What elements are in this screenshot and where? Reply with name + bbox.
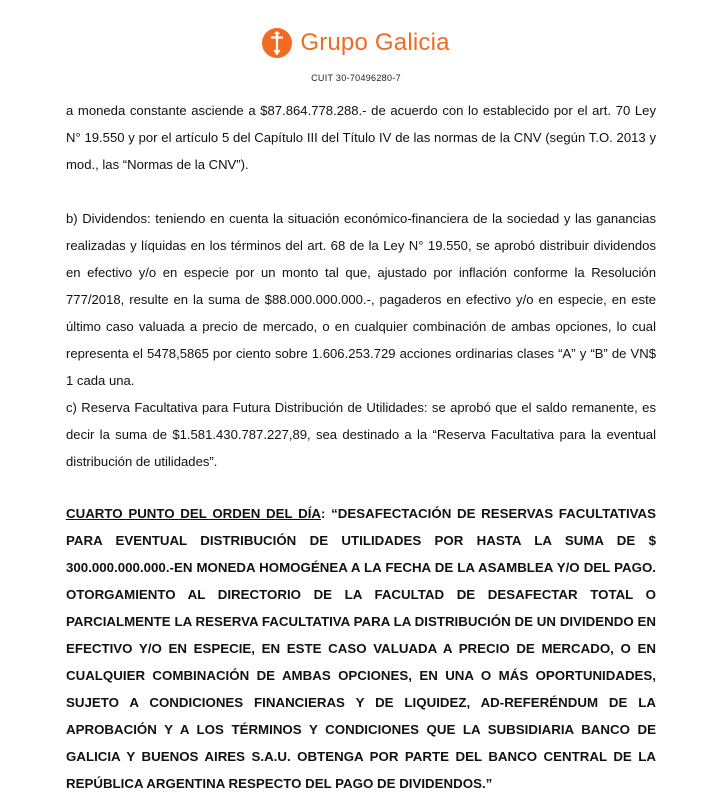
- brand-name: Grupo Galicia: [300, 29, 450, 56]
- paragraph-text: b) Dividendos: teniendo en cuenta la situación económico-financiera de la sociedad y las ganancias realizadas y líquidas en los términos del art. 68 de la Ley N° 19.550, se aprobó distribuir dividendos en efectivo y/o en especie por un monto tal que, ajustado por inflación conforme la Resolución 777/2018, resulte en la suma de $88.000.000.000.-, pagaderos en efectivo y/o en especie, en este último caso valuada a precio de mercado, o en cualquier combinación de ambas opciones, lo cual representa el 5478,5865 por ciento sobre 1.606.253.729 acciones ordinarias clases “A” y “B” de VN$ 1 cada una.: [66, 211, 656, 388]
- cuarto-punto-section: [66, 500, 656, 797]
- galicia-cross-icon: [262, 28, 292, 58]
- cuarto-punto-text: [66, 500, 656, 797]
- cuarto-punto-body: “DESAFECTACIÓN DE RESERVAS FACULTATIVAS PARA EVENTUAL DISTRIBUCIÓN DE UTILIDADES POR HASTA LA SUMA DE $ 300.000.000.000.-EN MONEDA HOMOGÉNEA A LA FECHA DE LA ASAMBLEA Y/O DEL PAGO. OTORGAMIENTO AL DIRECTORIO DE LA FACULTAD DE DESAFECTAR TOTAL O PARCIALMENTE LA RESERVA FACULTATIVA PARA LA DISTRIBUCIÓN DE UN DIVIDENDO EN EFECTIVO Y/O EN ESPECIE, EN ESTE CASO VALUADA A PRECIO DE MERCADO, O EN CUALQUIER COMBINACIÓN DE AMBAS OPCIONES, EN UNA O MÁS OPORTUNIDADES, SUJETO A CONDICIONES FINANCIERAS Y DE LIQUIDEZ, AD-REFERÉNDUM DE LA APROBACIÓN Y A LOS TÉRMINOS Y CONDICIONES QUE LA SUBSIDIARIA BANCO DE GALICIA Y BUENOS AIRES S.A.U. OBTENGA POR PARTE DEL BANCO CENTRAL DE LA REPÚBLICA ARGENTINA RESPECTO DEL PAGO DE DIVIDENDOS.”: [66, 506, 656, 791]
- paragraph-text: a moneda constante asciende a $87.864.778.288.- de acuerdo con lo establecido por el art. 70 Ley N° 19.550 y por el artículo 5 del Capítulo III del Título IV de las normas de la CNV (según T.O. 2013 y mod., las “Normas de la CNV”).: [66, 103, 656, 172]
- letterhead: [0, 28, 712, 58]
- heading-separator: :: [321, 506, 332, 521]
- paragraph-text: c) Reserva Facultativa para Futura Distribución de Utilidades: se aprobó que el saldo remanente, es decir la suma de $1.581.430.787.227,89, sea destinado a la “Reserva Facultativa para la eventual distribución de utilidades”.: [66, 400, 656, 469]
- cuarto-punto-heading: CUARTO PUNTO DEL ORDEN DEL DÍA: [66, 506, 321, 521]
- cuit-number: CUIT 30-70496280-7: [311, 73, 401, 83]
- paragraph-dividendos: [66, 205, 656, 394]
- paragraph-reserva-legal-continuation: [66, 97, 656, 178]
- paragraph-reserva-facultativa: [66, 394, 656, 475]
